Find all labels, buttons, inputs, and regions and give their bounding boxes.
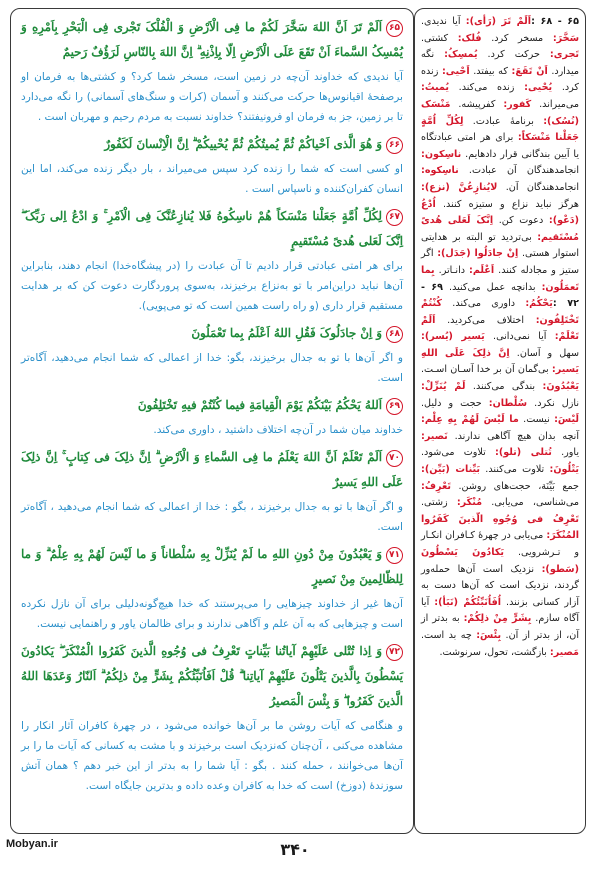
- glossary-definition: آیا ندیدی.: [421, 16, 466, 27]
- glossary-definition: بازگشت، تحول، سرنوشت.: [439, 646, 550, 658]
- glossary-term: یُمسِکُ:: [444, 49, 478, 61]
- verse-arabic: [21, 132, 403, 157]
- glossary-term: اُفَاُنَبِّئُکُمْ (نَبَأ):: [434, 596, 502, 608]
- glossary-term: اُدْعُ (دَعْو):: [421, 198, 579, 227]
- glossary-definition: بندگی می‌کنند.: [465, 381, 543, 393]
- glossary-definition: آنچه بدان هیچ آگاهی ندارند.: [447, 430, 579, 442]
- verse-translation: او کسی است که شما را زنده کرد سپس می‌میراند ، بار دیگر زنده می‌کند، اما این انسان کفران‌کننده و ناسپاس است .: [21, 163, 403, 195]
- glossary-term: اَحْیی:: [441, 65, 470, 77]
- glossary-definition: آیا نمی‌دانی.: [484, 331, 555, 343]
- glossary-term: تُتلی (تلو):: [495, 447, 552, 459]
- glossary-definition: برنامهٔ عبادت.: [463, 115, 544, 127]
- glossary-term: مَنْسَک (نُسُک):: [421, 98, 579, 127]
- verse-translation: آیا ندیدی که خداوند آن‌چه در زمین است، مسخر شما کرد؟ و کشتی‌ها به فرمان او برصفحهٔ اقیانوس‌ها حرکت می‌کنند و آسمان (کرات و سنگ‌های آسمانی) را نگه می‌دارد تا بر زمین، جز به فرمان او فرونیفتند؟ خداوند نسبت به مردم رحیم و مهربان است .: [21, 71, 403, 123]
- glossary-definition: زشتی.: [421, 497, 457, 509]
- verse-number-badge: ۷۰: [386, 450, 403, 467]
- glossary-term: لِکُلِّ اُمَّةٍ جَعَلْنا مَنْسَکاً:: [421, 115, 579, 144]
- site-watermark[interactable]: Mobyan.ir: [6, 838, 58, 850]
- verse-arabic: [21, 542, 403, 592]
- glossary-term: تَعْرِفُ فی وُجُوهِ الّذینَ کَفَرُوا المُنْکَرَ:: [421, 513, 579, 542]
- verse-number-badge: ۷۲: [386, 644, 403, 661]
- glossary-definition: کشتی.: [421, 32, 458, 44]
- glossary-definition: می‌یابی در چهرهٔ کـافران انکـار و تـرشرویی.: [421, 530, 579, 558]
- glossary-verse-range: ۶۹ - ۷۲ :: [421, 281, 579, 310]
- verse-text: لِکُلِّ اُمَّةٍ جَعَلْنا مَنْسَکاً هُمْ ناسِکُوهُ فَلا یُنازِعُنَّکَ فِی الْاَمْرِ ۚ وَ ادْعُ اِلی رَبِّکَ ۖ اِنَّکَ لَعَلی هُدیً مُسْتَقیمٍ: [21, 209, 403, 248]
- page-number: ۳۴۰: [280, 840, 310, 859]
- verse-text: وَ هُوَ الَّذی اَحْیاکُمْ ثُمَّ یُمیتُکُمْ ثُمَّ یُحْییکُمْ ۗ اِنَّ الْاِنْسانَ لَکَفُورٌ: [104, 137, 382, 151]
- glossary-term: یَتْلُونَ:: [549, 464, 579, 476]
- verse-translation: آن‌ها غیر از خداوند چیزهایی را می‌پرستند که خدا هیچ‌گونه‌دلیلی برای آن نازل نکرده است و چیزهایی که به آن علم و آگاهی ندارند و برای ظالمان یاور و راهنمایی نیست.: [21, 598, 403, 630]
- verse-arabic: [21, 321, 403, 346]
- verse-translation: و اگر آن‌ها با تو به جدال برخیزند، بگو: خدا از اعمالی که شما انجام می‌دهید، آگاه‌تر است.: [21, 352, 403, 384]
- glossary-definition: می‌میراند.: [531, 98, 579, 110]
- glossary-term: یَکادُونَ یَسْطُونَ (سَطو):: [421, 547, 579, 575]
- glossary-term: اَنْ تَقَعَ:: [511, 65, 548, 77]
- glossary-verse-range: ۶۵ - ۶۸ :: [531, 16, 579, 27]
- glossary-definition: نزدیک است آن‌ها حمله‌ور گردند، نزدیک است که آن‌ها دست به آزار کسانی بزنند.: [421, 563, 580, 608]
- glossary-definition: انجامدهندگان آن عبادت.: [458, 165, 579, 177]
- glossary-term: بِشَرٍّ مِنْ ذلِکُمْ:: [463, 613, 532, 625]
- glossary-term: بِما تَعمَلُون:: [421, 264, 579, 293]
- glossary-term: مَصیر:: [549, 646, 579, 658]
- glossary-column: [414, 8, 586, 834]
- verse-text: اَلَمْ تَعْلَمْ اَنَّ اللهَ یَعْلَمُ ما فِی السَّماءِ وَ الْاَرْضِ ۗ اِنَّ ذلِکَ فی کِتابٍ ۚ اِنَّ ذلِکَ عَلَی اللهِ یَسیرٌ: [21, 450, 403, 489]
- glossary-term: لَیْسَ:: [554, 414, 579, 426]
- glossary-term: اَلَمْ تَرَ (رَأی):: [465, 16, 532, 27]
- verse-arabic: [21, 15, 403, 65]
- glossary-term: لایُنازِعُنَّ (نزع):: [421, 181, 498, 193]
- verse-arabic: [21, 639, 403, 714]
- verse-arabic: [21, 445, 403, 495]
- verse-translation: و اگر آن‌ها با تو به جدال برخیزند ، بگو : خدا از اعمالی که شما انجام می‌دهید ، آگاه‌تر است.: [21, 501, 403, 533]
- glossary-term: فُلک:: [457, 32, 482, 44]
- verse-number-badge: ۶۷: [386, 209, 403, 226]
- verse-number-badge: ۶۵: [386, 20, 403, 37]
- glossary-term: اِنَّ ذلِکَ عَلَی اللهِ یَسیر:: [421, 347, 579, 376]
- glossary-term: کُنْتُمْ تَخْتَلِفُون:: [421, 298, 579, 326]
- glossary-term: یَعْبُدُونَ:: [542, 381, 579, 393]
- glossary-term: ناسِکوه:: [421, 165, 459, 177]
- glossary-definition: آیا آگاه سازم.: [421, 596, 579, 625]
- glossary-term: نَصیر:: [421, 430, 448, 442]
- verse-arabic: [21, 393, 403, 418]
- verses-column: [10, 8, 414, 834]
- glossary-term: اَعْلَم:: [469, 264, 495, 276]
- verse-number-badge: ۶۶: [386, 137, 403, 154]
- glossary-definition: هرگز نباید نزاع و ستیزه کنند.: [435, 198, 579, 210]
- glossary-term: یُحْیی:: [524, 82, 553, 94]
- verse-text: اَلَمْ تَرَ اَنَّ اللهَ سَخَّرَ لَکُمْ ما فِی الْاَرْضِ وَ الْفُلْکَ تَجْری فِی الْبَحْرِ بِاَمْرِهِ وَ یُمْسِکُ السَّماءَ اَنْ تَقَعَ عَلَی الْاَرْضِ اِلّا بِاِذْنِهِ ۗ اِنَّ اللهَ بِالنّاسِ لَرَؤُفٌ رَحیمٌ: [21, 20, 403, 59]
- glossary-definition: می‌شناسی، می‌یابی.: [482, 497, 580, 509]
- glossary-definition: مسخر کرد.: [481, 32, 553, 44]
- glossary-term: ما لَیْسَ لَهُمْ بِهِ عِلْم:: [421, 414, 519, 426]
- glossary-definition: دعوت کن.: [493, 215, 549, 227]
- glossary-definition: که بیفتد.: [469, 65, 512, 77]
- glossary-term: بِئْسَ:: [476, 629, 502, 641]
- verse-translation: برای هر امتی عبادتی قرار دادیم تا آن عبادت را (در پیشگاه‌خدا) انجام دهند، بنابراین آن‌ها نباید دراین‌امر با تو به‌نزاع برخیزند، به‌سوی پروردگارت دعوت کن که بر هدایت مستقیم قرار داری (و راه راست همین است که تو می‌پویی).: [21, 260, 403, 312]
- glossary-term: کَفور:: [503, 98, 532, 110]
- glossary-definition: بدانچه عمل می‌کنید.: [443, 281, 542, 293]
- glossary-definition: کفرپیشه.: [450, 98, 504, 110]
- glossary-term: لَمْ یُنَزِّلْ:: [421, 381, 466, 393]
- glossary-definition: چه بد است.: [421, 629, 477, 641]
- verse-number-badge: ۶۹: [386, 398, 403, 415]
- verse-text: وَ اِذا تُتْلی عَلَیْهِمْ آیاتُنا بَیِّناتٍ تَعْرِفُ فی وُجُوهِ الَّذینَ کَفَرُوا الْمُنْکَرَ ۖ یَکادُونَ یَسْطُونَ بِالَّذینَ یَتْلُونَ عَلَیْهِمْ آیاتِنا ۗ قُلْ اَفَاُنَبِّئُکُمْ بِشَرٍّ مِنْ ذلِکُمُ ۗ اَلنّارُ وَعَدَهَا اللهُ الَّذینَ کَفَرُوا ۖ وَ بِئْسَ الْمَصیرُ: [21, 644, 403, 708]
- glossary-definition: یاور.: [551, 447, 579, 459]
- glossary-definition: برای هر امتی عبادتگاه یا آیین بندگانی قرار دادهایم.: [421, 132, 579, 160]
- glossary-definition: اگر ستیز و مجادله کنند.: [421, 248, 579, 276]
- glossary-term: تَعْرِفُ:: [421, 480, 451, 492]
- glossary-definition: انجامدهندگان آن.: [497, 181, 579, 193]
- glossary-term: اِنْ جادَلُوا (جَدَل):: [437, 248, 519, 260]
- glossary-term: یُمیتُ:: [421, 82, 449, 94]
- glossary-term: یَحْکُمُ:: [525, 298, 553, 310]
- glossary-definition: زنده می‌کند.: [448, 82, 525, 94]
- glossary-definition: نگه میدارد.: [421, 49, 580, 77]
- glossary-definition: اختلاف می‌کردید.: [435, 314, 536, 326]
- glossary-definition: حجت و دلیل.: [421, 397, 489, 409]
- verse-number-badge: ۷۱: [386, 547, 403, 564]
- glossary-term: اَلَمْ تَعْلَمْ:: [421, 314, 580, 343]
- glossary-definition: تلاوت می‌شود.: [421, 447, 496, 459]
- verse-text: وَ اِنْ جادَلُوکَ فَقُلِ اللهُ اَعْلَمُ بِما تَعْمَلُونَ: [191, 326, 382, 340]
- verse-translation: و هنگامی که آیات روشن ما بر آن‌ها خوانده می‌شود ، در چهرهٔ کافران آثار انکار را مشاهده می‌کنی ، آن‌چنان که‌نزدیک است برخیزند و با مشت به کسانی که آیات ما را بر آن‌ها می‌خوانند ، حمله کنند . بگو : آیا شما را به بدتر از این خبر دهم ؟ همان آتش سوزندهٔ (دوزخ) است که خدا به کافران وعده داده و بدترین جایگاه است.: [21, 720, 403, 792]
- glossary-definition: بی‌تردید تو البته بر هدایتی استوار هستی.: [421, 231, 580, 260]
- verse-text: اَللهُ یَحْکُمُ بَیْنَکُمْ یَوْمَ الْقِیامَةِ فیما کُنْتُمْ فیهِ تَخْتَلِفُونَ: [137, 398, 382, 412]
- glossary-definition: بی‌گمان آن بر خدا آسـان اسـت.: [421, 364, 552, 376]
- glossary-definition: داوری می‌کند.: [441, 298, 526, 310]
- glossary-definition: سهل و آسان.: [509, 347, 579, 359]
- glossary-term: ناسِکون:: [421, 148, 462, 160]
- glossary-definition: نیست.: [518, 414, 555, 426]
- verse-number-badge: ۶۸: [386, 326, 403, 343]
- glossary-definition: زنده کرد.: [421, 65, 579, 94]
- glossary-definition: نازل نکرد.: [527, 397, 579, 409]
- verse-text: وَ یَعْبُدُونَ مِنْ دُونِ اللهِ ما لَمْ یُنَزِّلْ بِهِ سُلْطاناً وَ ما لَیْسَ لَهُمْ بِهِ عِلْمٌ ۗ وَ ما لِلظّالِمینَ مِنْ نَصیرٍ: [21, 547, 403, 586]
- verse-translation: خداوند میان شما در آن‌چه اختلاف داشتید ، داوری می‌کند.: [153, 424, 403, 436]
- glossary-term: سُلْطان:: [488, 397, 528, 409]
- glossary-term: یَسیر (یُسر):: [421, 331, 485, 343]
- glossary-term: تَجری:: [549, 49, 579, 61]
- glossary-definition: دانـاتر.: [434, 264, 470, 276]
- glossary-term: اِنَّکَ لَعَلی هُدیً مُسْتَقیم:: [421, 215, 579, 243]
- glossary-term: سَخَّرَ:: [552, 32, 579, 44]
- glossary-term: بَیِّنات (بَیِّن):: [421, 464, 481, 476]
- glossary-definition: تلاوت می‌کنند.: [480, 464, 550, 476]
- glossary-definition: به بدتر از آن، از بدتر از آن.: [421, 613, 579, 641]
- verse-arabic: [21, 204, 403, 254]
- glossary-definition: حرکت کرد.: [477, 49, 550, 61]
- glossary-term: مُنْکَر:: [456, 497, 483, 509]
- glossary-definition: جمع بَیِّنَة، حجت‌های روشن.: [450, 480, 579, 492]
